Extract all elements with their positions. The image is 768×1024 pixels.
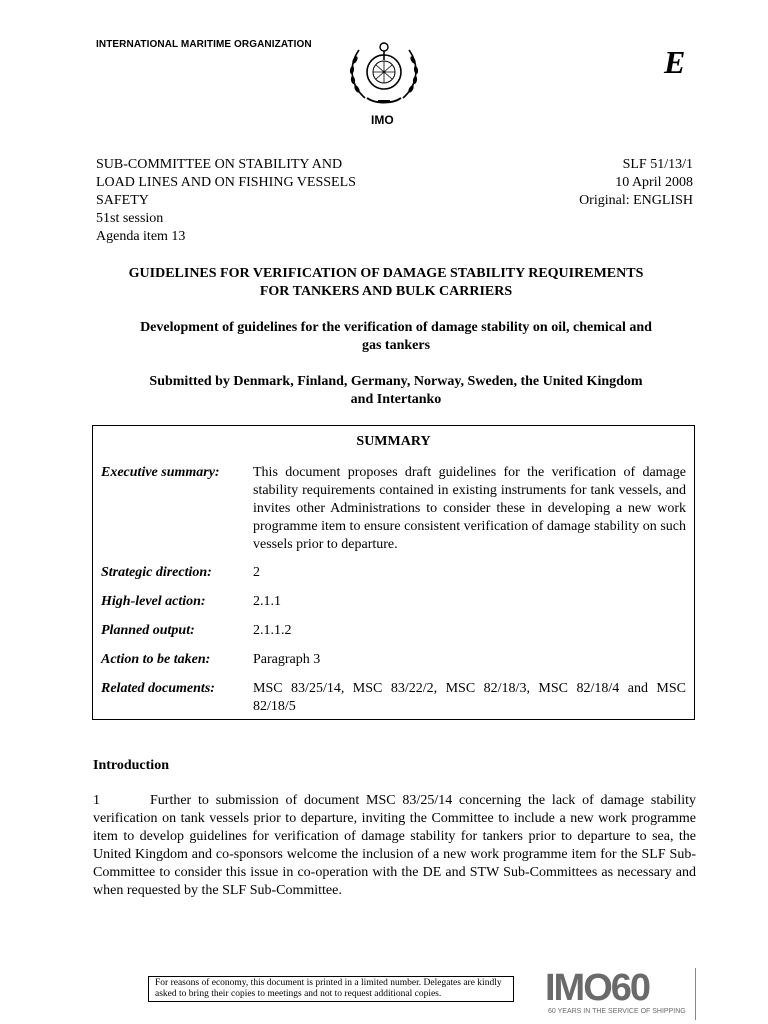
summary-value: 2.1.1.2 [253, 623, 292, 638]
committee-line: SAFETY [96, 193, 149, 208]
session-line: 51st session [96, 211, 164, 226]
summary-value: MSC 83/25/14, MSC 83/22/2, MSC 82/18/3, MSC 82/18/4 and MSC 82/18/5 [253, 681, 686, 714]
document-subtitle [96, 319, 696, 355]
imo60-tagline: 60 YEARS IN THE SERVICE OF SHIPPING [548, 1008, 686, 1015]
imo60-logo-text: IMO60 [545, 967, 650, 1009]
summary-label: Strategic direction: [101, 565, 212, 580]
subtitle-line: Development of guidelines for the verification of damage stability on oil, chemical and [140, 320, 652, 335]
imo-label: IMO [371, 113, 394, 127]
summary-value: 2.1.1 [253, 594, 281, 609]
title-line: FOR TANKERS AND BULK CARRIERS [259, 284, 513, 299]
document-symbol: SLF 51/13/1 [622, 157, 693, 172]
summary-value: This document proposes draft guidelines for the verification of damage stability requirements contained in existing instruments for tank vessels, and invites other Administrations to consider these in developing a new work programme item to ensure consistent verification of damage stability on such vessels prior to departure. [253, 465, 686, 552]
language-code: E [664, 44, 686, 80]
paragraph-text: Further to submission of document MSC 83/25/14 concerning the lack of damage stability verification on tank vessels prior to departure, inviting the Committee to include a new work programme item to develop guidelines for verification of damage stability for tankers prior to departure to sea, the United Kingdom and co-sponsors welcome the inclusion of a new work programme item for the SLF Sub-Committee to consider this issue in co-operation with the DE and STW Sub-Committees as necessary and when requested by the SLF Sub-Committee. [93, 793, 696, 898]
submitted-line: Submitted by Denmark, Finland, Germany, Norway, Sweden, the United Kingdom [149, 374, 643, 389]
summary-title: SUMMARY [356, 434, 431, 449]
document-date: 10 April 2008 [615, 175, 693, 190]
summary-value: Paragraph 3 [253, 652, 321, 667]
summary-label: High-level action: [101, 594, 206, 609]
document-title [96, 265, 676, 301]
title-line: GUIDELINES FOR VERIFICATION OF DAMAGE STABILITY REQUIREMENTS [128, 266, 644, 281]
paragraph-1 [93, 792, 696, 900]
submitted-by [96, 373, 696, 409]
summary-label: Executive summary: [101, 465, 220, 480]
subtitle-line: gas tankers [361, 338, 431, 353]
paragraph-number: 1 [93, 793, 100, 808]
economy-notice: For reasons of economy, this document is printed in a limited number. Delegates are kindly asked to bring their copies to meetings and not to request additional copies. [148, 976, 514, 1002]
document-reference-block [579, 156, 693, 210]
summary-label: Planned output: [101, 623, 195, 638]
agenda-line: Agenda item 13 [96, 229, 186, 244]
committee-block [96, 156, 356, 246]
summary-label: Related documents: [101, 681, 215, 696]
committee-line: LOAD LINES AND ON FISHING VESSELS [96, 175, 356, 190]
summary-value: 2 [253, 565, 260, 580]
submitted-line: and Intertanko [350, 392, 442, 407]
organization-name: INTERNATIONAL MARITIME ORGANIZATION [96, 39, 312, 50]
original-language: Original: ENGLISH [579, 193, 693, 208]
imo60-logo-icon [545, 968, 695, 1020]
logo-divider [695, 968, 696, 1020]
imo-emblem-icon [345, 38, 423, 110]
introduction-heading: Introduction [93, 758, 169, 773]
committee-line: SUB-COMMITTEE ON STABILITY AND [96, 157, 343, 172]
summary-label: Action to be taken: [101, 652, 211, 667]
summary-box [92, 425, 695, 720]
